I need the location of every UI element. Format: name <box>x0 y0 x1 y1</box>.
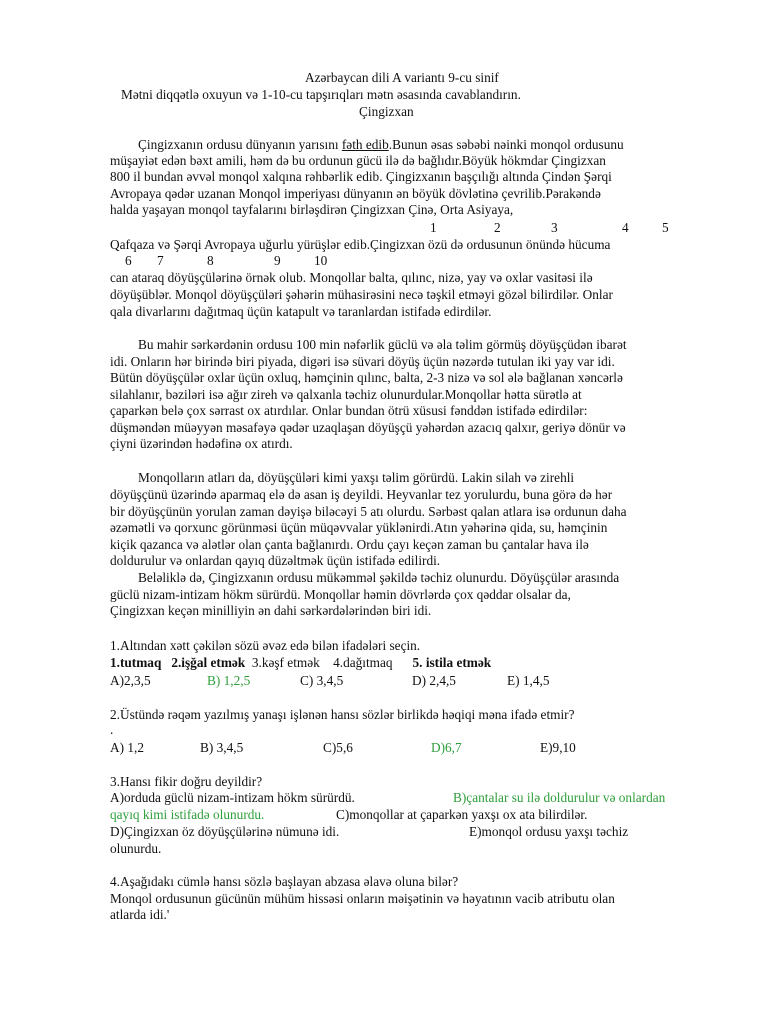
worksheet-title: Azərbaycan dili A variantı 9-cu sinif <box>305 70 499 85</box>
p4-line-3: Çingizxan keçən minilliyin ən dahi sərkərdələrindən biri idi. <box>110 603 432 618</box>
q2-option-b: B) 3,4,5 <box>200 740 244 755</box>
mark-2: 2 <box>494 220 501 235</box>
q3-option-a: A)orduda güclü nizam-intizam hökm sürürdü. <box>110 790 355 805</box>
q4-sentence-line2: atlarda idi.' <box>110 907 170 922</box>
p1-line-9: qala divarlarını dağıtmaq üçün katapult və taranlardan istifadə edirdilər. <box>110 304 492 319</box>
p3-line-1: Monqolların atları da, döyüşçüləri kimi yaxşı təlim görürdü. Lakin silah və zirehli <box>138 470 575 485</box>
mark-8: 8 <box>207 253 214 268</box>
q3-option-b-line2: qayıq kimi istifadə olunurdu. <box>110 807 265 822</box>
q2-option-c: C)5,6 <box>323 740 353 755</box>
q1-word-2: 2.işğal etmək <box>171 655 246 670</box>
q1-word-4: 4.dağıtmaq <box>333 655 393 670</box>
mark-6: 6 <box>125 253 132 268</box>
q2-question: 2.Üstündə rəqəm yazılmış yanaşı işlənən hansı sözlər birlikdə həqiqi məna ifadə etmir? <box>110 707 575 722</box>
q1-option-d: D) 2,4,5 <box>412 673 456 688</box>
q1-option-c: C) 3,4,5 <box>300 673 344 688</box>
p4-line-1: Beləliklə də, Çingizxanın ordusu mükəmməl şəkildə təchiz olunurdu. Döyüşçülər arasında <box>138 570 620 585</box>
mark-7: 7 <box>157 253 164 268</box>
q1-question: 1.Altından xətt çəkilən sözü əvəz edə bilən ifadələri seçin. <box>110 638 421 653</box>
p1-line-1: Çingizxanın ordusu dünyanın yarısını fəth edib.Bunun əsas səbəbi nəinki monqol ordusunu <box>138 137 624 152</box>
q3-question: 3.Hansı fikir doğru deyildir? <box>110 774 263 789</box>
q1-word-1: 1.tutmaq <box>110 655 162 670</box>
p3-line-4: əzəmətli və qorxunc görünməsi üçün müqəvvalar yüklənirdi.Atın yəhərinə qida, su, həmçinin <box>110 520 608 535</box>
q2-option-a: A) 1,2 <box>110 740 144 755</box>
mark-5: 5 <box>662 220 669 235</box>
p4-line-2: güclü nizam-intizam hökm sürürdü. Monqollar həmin dövrlərdə çox qəddar olsalar da, <box>110 587 571 602</box>
p1-line-5: halda yaşayan monqol tayfalarını birləşdirən Çingizxan Çinə, Orta Asiyaya, <box>110 202 514 217</box>
p1-line-4: Avropaya qədər uzanan Monqol imperiyası dünyanın ən böyük dövlətinə çevrilib.Pərakəndə <box>110 186 601 201</box>
underlined-word: fəth edib <box>341 137 389 152</box>
p2-line-3: Bütün döyüşçülər oxlar üçün oxluq, həmçinin qılınc, balta, 2-3 nizə və sol ələ bağlanan xəncərlə <box>110 370 623 385</box>
p2-line-1: Bu mahir sərkərdənin ordusu 100 min nəfərlik güclü və əla təlim görmüş döyüşçüdən ibarət <box>138 337 627 352</box>
mark-3: 3 <box>551 220 558 235</box>
p3-line-3: bir döyüşçünün yorulan zaman dəyişə biləcəyi 5 atı olurdu. Sərbəst qalan atlara isə ordunun daha <box>110 504 627 519</box>
q3-option-c: C)monqollar at çaparkən yaxşı ox ata bilirdilər. <box>336 807 588 822</box>
p3-line-6: doldurulur və onlardan qayıq düzəltmək üçün istifadə edilirdi. <box>110 553 441 568</box>
q4-question: 4.Aşağıdakı cümlə hansı sözlə başlayan abzasa əlavə oluna bilər? <box>110 874 459 889</box>
q1-option-e: E) 1,4,5 <box>507 673 550 688</box>
mark-10: 10 <box>314 253 328 268</box>
q1-word-3: 3.kəşf etmək <box>251 655 320 670</box>
q3-option-e-line1: E)monqol ordusu yaxşı təchiz <box>469 824 629 839</box>
mark-4: 4 <box>622 220 629 235</box>
p1-line-7: can ataraq döyüşçülərinə örnək olub. Monqollar balta, qılınc, nizə, yay və oxlar vasitəsi ilə <box>110 270 593 285</box>
p2-line-5: çaparkən belə çox sərrast ox atırdılar. Onlar bundan ötrü xüsusi fənddən istifadə edirdilər: <box>110 403 588 418</box>
text-title: Çingizxan <box>359 104 414 119</box>
p3-line-5: kiçik qazanca və alətlər olan çanta bağlanırdı. Ordu çayı keçən zaman bu çantalar hava ilə <box>110 537 589 552</box>
q1-option-b: B) 1,2,5 <box>207 673 251 688</box>
q3-option-e-line2: olunurdu. <box>110 841 162 856</box>
q1-word-5: 5. istila etmək <box>412 655 492 670</box>
q1-words <box>110 655 491 671</box>
p1-line-6: Qafqaza və Şərqi Avropaya uğurlu yürüşlər edib.Çingizxan özü də ordusunun önündə hücuma <box>110 237 611 252</box>
q2-option-d: D)6,7 <box>431 740 462 755</box>
q3-option-b-line1: B)çantalar su ilə doldurulur və onlardan <box>453 790 666 805</box>
p2-line-6: düşməndən müəyyən məsafəyə qədər uzaqlaşan döyüşçü yəhərdən azacıq qalxır, geriyə dönür və <box>110 420 626 435</box>
p2-line-7: çiyni üzərindən hədəfinə ox atırdı. <box>110 436 293 451</box>
q4-sentence-line1: Monqol ordusunun gücünün mühüm hissəsi onların məişətinin və həyatının vacib atributu olan <box>110 891 615 906</box>
instruction-text: Mətni diqqətlə oxuyun və 1-10-cu tapşırıqları mətn əsasında cavablandırın. <box>121 87 521 102</box>
mark-1: 1 <box>430 220 437 235</box>
p1-line-2: müşayiət edən bəxt amili, həm də bu ordunun gücü ilə də bağlıdır.Böyük hökmdar Çingizxan <box>110 153 606 168</box>
p2-line-2: idi. Onların hər birində biri piyada, digəri isə süvari döyüş üçün nəzərdə tutulan iki yay var idi. <box>110 354 615 369</box>
p1-line-3: 800 il bundan əvvəl monqol xalqına rəhbərlik edib. Çingizxanın başçılığı altında Çindən Şərqi <box>110 169 612 184</box>
p2-line-4: silahlanır, bəziləri isə ağır zireh və qalxanla təchiz olunurdular.Monqollar hətta sürətlə at <box>110 387 582 402</box>
q2-dot: . <box>110 722 114 737</box>
q3-option-d: D)Çingizxan öz döyüşçülərinə nümunə idi. <box>110 824 340 839</box>
q1-option-a: A)2,3,5 <box>110 673 151 688</box>
q2-option-e: E)9,10 <box>540 740 576 755</box>
p1-line-8: döyüşüblər. Monqol döyüşçüləri şəhərin mühasirəsini necə təşkil etməyi gözəl bilirdilər. Onlar <box>110 287 613 302</box>
mark-9: 9 <box>274 253 281 268</box>
p3-line-2: döyüşçünü üzərində aparmaq elə də asan iş deyildi. Heyvanlar tez yorulurdu, buna görə də hər <box>110 487 613 502</box>
